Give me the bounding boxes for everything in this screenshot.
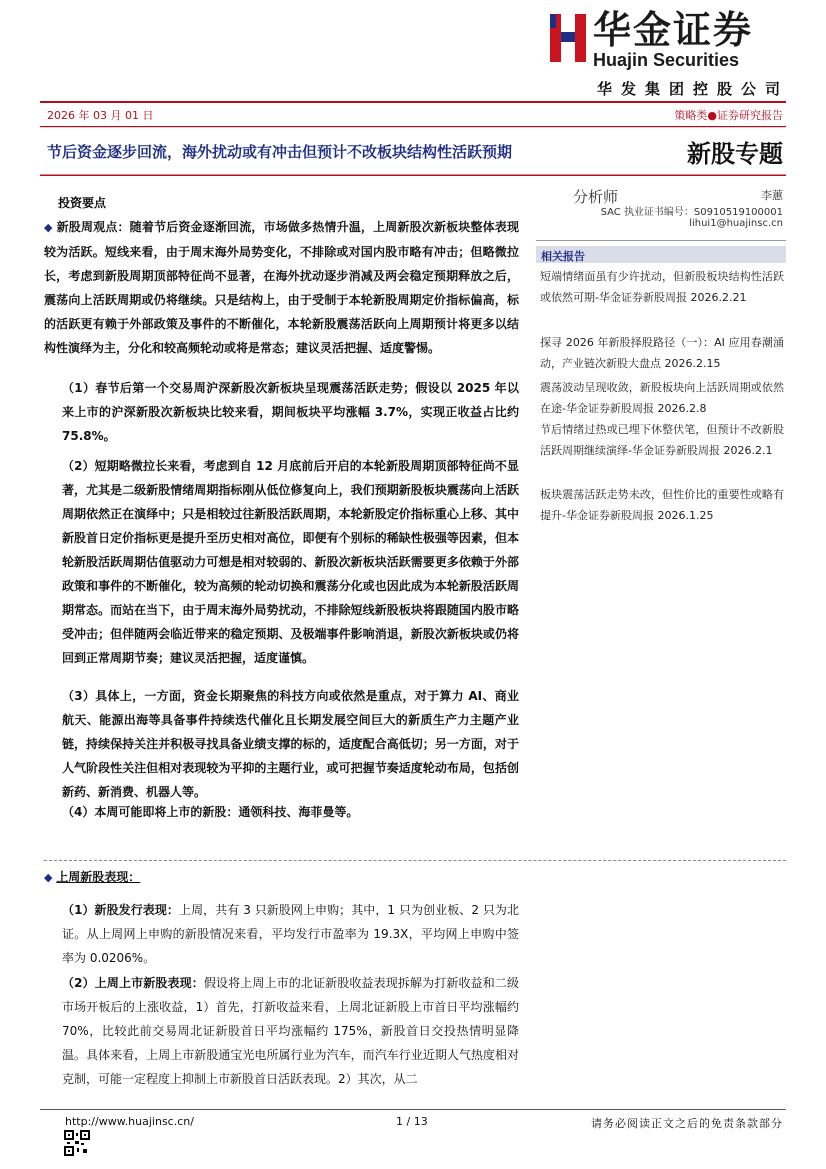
related-report-item[interactable]: 板块震荡活跃走势未改，但性价比的重要性或略有提升-华金证券新股周报 2026.1.25 [540,488,784,522]
listing-paragraph: （2）上周上市新股表现：假设将上周上市的北证新股收益表现拆解为打新收益和二级市场开板后的上涨收益，1）首先，打新收益来看，上周北证新股上市首日平均涨幅约 70%，比较此前交易周北证新股首日平均涨幅约 175%，新股首日交投热情明显降温。具体来看，上周上市新股通宝光电所属行业为汽车，而汽车行业近期人气热度相对克制，可能一定程度上抑制上市新股首日活跃表现。2）其次，从二 [62,976,519,1086]
analyst-email[interactable]: lihui1@huajinsc.cn [689,218,783,229]
analyst-certificate: SAC 执业证书编号：S0910519100001 [600,207,783,218]
report-date: 2026 年 03 月 01 日 [47,109,154,122]
related-report-item[interactable]: 探寻 2026 年新股择股路径（一）：AI 应用春潮涌动，产业链次新股大盘点 2026.2.15 [540,336,784,370]
analyst-label: 分析师 [573,188,619,206]
point-1-paragraph: （1）春节后第一个交易周沪深新股次新板块呈现震荡活跃走势；假设以 2025 年以来上市的沪深新股次新板块比较来看，期间板块平均涨幅 3.7%，实现正收益占比约 75.8%。 [62,381,519,443]
last-week-heading-row [44,865,519,890]
header-divider [40,101,786,103]
related-reports-title: 相关报告 [541,250,585,263]
issuance-paragraph: （1）新股发行表现：上周，共有 3 只新股网上申购；其中，1 只为创业板、2 只为北证。从上周网上申购的新股情况来看，平均发行市盈率为 19.3X，平均网上申购中签率为 0.0206%。 [62,903,519,965]
analyst-divider [536,240,786,241]
report-topic: 新股专题 [687,140,783,168]
related-report-item[interactable]: 节后情绪过热或已埋下休整伏笔，但预计不改新股活跃周期继续演绎-华金证券新股周报 2026.2.1 [540,423,784,457]
diamond-bullet-icon: ◆ [44,871,53,884]
footer-disclaimer: 请务必阅读正文之后的免责条款部分 [591,1117,783,1130]
section-divider [44,860,786,861]
footer-website-link[interactable]: http://www.huajinsc.cn/ [65,1115,194,1128]
logo-english-name: Huajin Securities [593,50,740,70]
diamond-bullet-icon: ◆ [44,221,53,234]
key-points-heading: 投资要点 [58,196,107,210]
footer-divider [40,1109,786,1110]
point-3-paragraph: （3）具体上，一方面，资金长期聚焦的科技方向或依然是重点，对于算力 AI、商业航天、能源出海等具备事件持续迭代催化且长期发展空间巨大的新质生产力主题产业链，持续保持关注并积极寻找具备业绩支撑的标的，适度配合高低切；另一方面，对于人气阶段性关注但相对表现较为平抑的主题行业，或可把握节奏适度轮动布局，包括创新药、新消费、机器人等。 [62,689,519,799]
page-number: 1 / 13 [396,1115,428,1128]
analyst-name: 李蕙 [761,189,783,202]
weekly-view-text: 随着节后资金逐渐回流，市场做多热情升温，上周新股次新板块整体表现较为活跃。短线来看，由于周末海外局势变化，不排除或对国内股市略有冲击；但略微拉长，考虑到新股周期顶部特征尚不显著，在海外扰动逐步消减及两会稳定预期释放之后，震荡向上活跃周期或仍将继续。只是结构上，由于受制于本轮新股周期定价指标偏高，标的活跃更有赖于外部政策及事件的不断催化，本轮新股震荡活跃向上周期预计将更多以结构性演绎为主，分化和较高频轮动或将是常态；建议灵活把握、适度警惕。 [44,220,519,355]
qr-code-icon [64,1130,90,1156]
related-report-item[interactable]: 短端情绪面虽有少许扰动，但新股板块结构性活跃或依然可期-华金证券新股周报 2026.2.21 [540,270,784,304]
weekly-view-label: 新股周观点： [56,220,130,234]
weekly-view-paragraph [44,215,519,360]
logo-chinese-name: 华金证券 [593,8,754,52]
point-2-paragraph: （2）短期略微拉长来看，考虑到自 12 月底前后开启的本轮新股周期顶部特征尚不显著，尤其是二级新股情绪周期指标刚从低位修复向上，我们预期新股板块震荡向上活跃周期依然正在演绎中；只是相较过往新股活跃周期，本轮新股定价指标重心上移、其中新股首日定价指标更是提升至历史相对高位，即便有个别标的稀缺性极强等因素，但本轮新股活跃周期估值驱动力可想是相对较弱的、新股次新板块活跃需要更多依赖于外部政策和事件的不断催化，较为高频的轮动切换和震荡分化或也因此成为本轮新股活跃周期常态。而站在当下，由于周末海外局势扰动，不排除短线新股板块将跟随国内股市略受冲击；但伴随两会临近带来的稳定预期、及极端事件影响消退，新股次新板块或仍将回到正常周期节奏；建议灵活把握，适度谨慎。 [62,459,519,665]
report-title: 节后资金逐步回流，海外扰动或有冲击但预计不改板块结构性活跃预期 [47,143,513,161]
point-4-paragraph: （4）本周可能即将上市的新股：通领科技、海菲曼等。 [62,805,359,819]
related-report-item[interactable]: 震荡波动呈现收敛，新股板块向上活跃周期或依然在途-华金证券新股周报 2026.2.8 [540,381,784,415]
report-type: 策略类●证券研究报告 [674,109,783,122]
last-week-heading: 上周新股表现： [56,870,141,884]
logo-subtitle: 华发集团控股公司 [597,80,790,98]
huajin-logo-mark [550,12,586,64]
